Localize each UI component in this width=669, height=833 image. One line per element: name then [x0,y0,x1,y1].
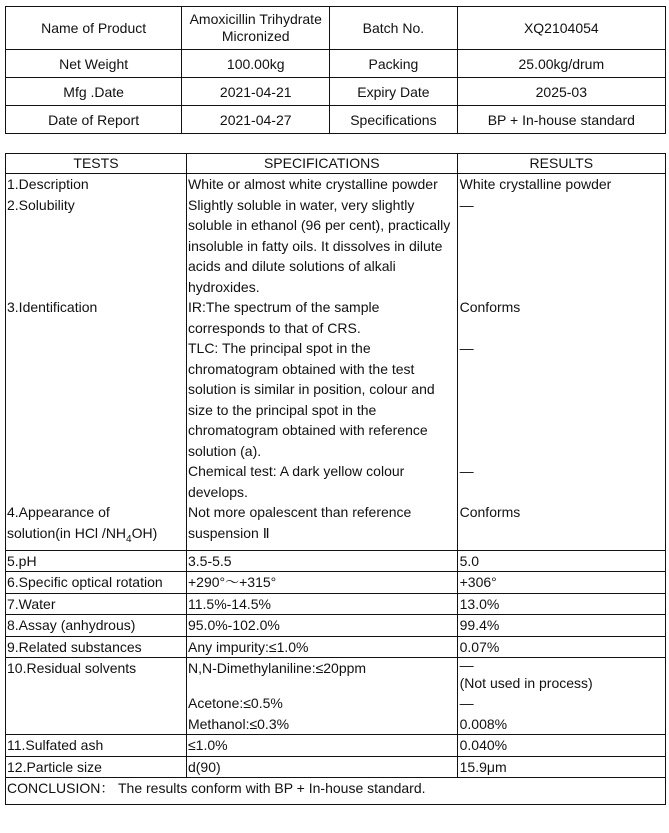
table-row [6,550,666,572]
info-label: Mfg .Date [6,78,182,106]
info-label: Date of Report [6,106,182,134]
test-name-text: OH) [131,524,158,541]
info-row [6,7,666,50]
table-row [6,195,666,298]
mfg-date-value: 2021-04-21 [182,78,330,106]
conclusion-text: CONCLUSION： The results conform with BP + In-house standard. [6,778,666,805]
ir-result: Conforms [459,299,521,315]
test-spec: Slightly soluble in water, very slightly soluble in ethanol (96 per cent), practically insoluble in fatty oils. It dissolves in dilute acids and dilute solutions of alkali hydroxides. [186,195,457,298]
product-name-value: Amoxicillin Trihydrate Micronized [182,7,330,50]
spec-line: Not more opalescent than reference [187,504,412,520]
test-spec: 95.0%-102.0% [186,615,457,637]
dma-spec: N,N-Dimethylaniline:≤20ppm [187,660,367,677]
test-name: 3.Identification [6,297,187,502]
test-result: 0.040% [457,735,665,757]
test-name: 2.Solubility [6,195,187,298]
test-result: +306° [457,572,665,594]
tlc-result: — [459,340,474,356]
tlc-spec: TLC: The principal spot in the chromatogram obtained with the test solution is similar in position, colour and size to the principal spot in the chromatogram obtained with reference solution (a). [187,340,435,459]
test-spec: Any impurity:≤1.0% [186,636,457,658]
spec-line: suspension Ⅱ [187,524,270,541]
column-header-specifications: SPECIFICATIONS [186,154,457,174]
table-row [6,572,666,594]
conclusion-row [6,778,666,805]
column-header-results: RESULTS [457,154,665,174]
ir-spec: IR:The spectrum of the sample corresponds to that of CRS. [187,299,380,336]
methanol-result: 0.008% [459,715,508,732]
test-name-text: solution(in HCl /NH [7,524,127,541]
info-label: Packing [330,50,457,78]
test-result-group [457,297,665,502]
info-label: Name of Product [6,7,182,50]
test-results-table [5,153,666,805]
test-name: 6.Specific optical rotation [6,572,187,594]
test-name-line: 4.Appearance of [7,504,110,520]
expiry-date-value: 2025-03 [457,78,665,106]
packing-value: 25.00kg/drum [457,50,665,78]
info-label: Batch No. [330,7,457,50]
table-row [6,756,666,778]
dma-result: — [459,657,474,674]
table-header-row [6,154,666,174]
test-spec: 3.5-5.5 [186,550,457,572]
test-name: 8.Assay (anhydrous) [6,615,187,637]
net-weight-value: 100.00kg [182,50,330,78]
acetone-spec: Acetone:≤0.5% [187,695,283,712]
test-result: Conforms [457,502,665,550]
table-row [6,593,666,615]
table-row [6,636,666,658]
test-name: 7.Water [6,593,187,615]
test-result: White crystalline powder [457,174,665,195]
column-header-tests: TESTS [6,154,187,174]
info-label: Net Weight [6,50,182,78]
specifications-value: BP + In-house standard [457,106,665,134]
test-name: 9.Related substances [6,636,187,658]
test-result: 13.0% [457,593,665,615]
test-result: 99.4% [457,615,665,637]
info-row [6,106,666,134]
table-row [6,174,666,195]
test-name: 1.Description [6,174,187,195]
table-row [6,735,666,757]
test-spec: White or almost white crystalline powder [186,174,457,195]
table-row [6,615,666,637]
test-name: 12.Particle size [6,756,187,778]
test-name: 11.Sulfated ash [6,735,187,757]
test-spec: 11.5%-14.5% [186,593,457,615]
table-row [6,502,666,550]
dma-result-note: (Not used in process) [459,675,593,692]
test-spec: d(90) [186,756,457,778]
test-result-group [457,658,665,735]
chemical-test-result: — [459,463,474,479]
test-spec-group [186,297,457,502]
test-name [6,502,187,550]
subscript: 4 [126,533,132,545]
test-spec [186,502,457,550]
test-result: — [457,195,665,298]
chemical-test-spec: Chemical test: A dark yellow colour develops. [187,463,405,500]
test-name: 5.pH [6,550,187,572]
info-row [6,50,666,78]
info-label: Expiry Date [330,78,457,106]
info-label: Specifications [330,106,457,134]
test-spec-group [186,658,457,735]
test-result: 5.0 [457,550,665,572]
product-info-table [5,6,666,134]
table-row [6,297,666,502]
info-row [6,78,666,106]
acetone-result: — [459,695,474,712]
test-name: 10.Residual solvents [6,658,187,735]
test-spec: +290°～+315° [186,572,457,594]
test-result: 15.9μm [457,756,665,778]
test-spec: ≤1.0% [186,735,457,757]
table-row [6,658,666,735]
batch-number-value: XQ2104054 [457,7,665,50]
methanol-spec: Methanol:≤0.3% [187,715,290,732]
test-result: 0.07% [457,636,665,658]
report-date-value: 2021-04-27 [182,106,330,134]
test-name-line [7,523,186,550]
